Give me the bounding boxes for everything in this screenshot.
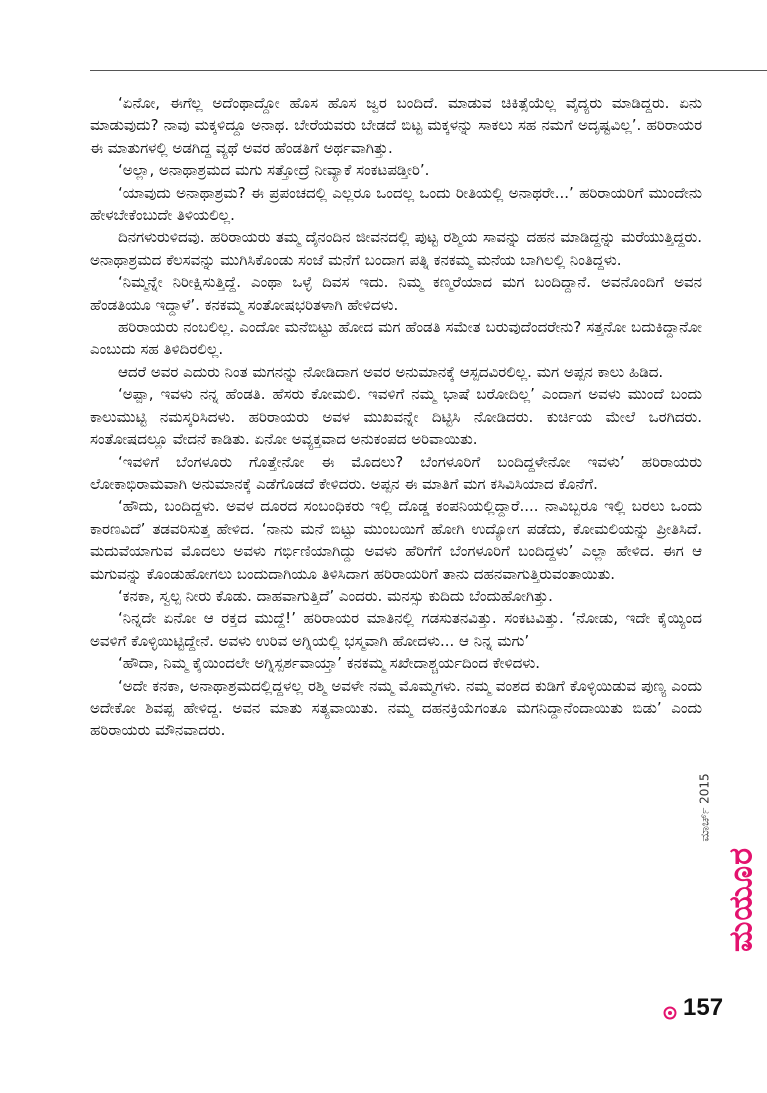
- paragraph: ‘ಕನಕಾ, ಸ್ವಲ್ಪ ನೀರು ಕೊಡು. ದಾಹವಾಗುತ್ತಿದೆ’ ಎಂದರು. ಮನಸ್ಸು ಕುದಿದು ಬೆಂದುಹೋಗಿತ್ತು.: [118, 586, 553, 605]
- paragraph: ‘ನಿನ್ನದೇ ಏನೋ ಆ ರಕ್ತದ ಮುದ್ದೆ!’ ಹರಿರಾಯರ ಮಾತಿನಲ್ಲಿ ಗಡಸುತನವಿತ್ತು. ಸಂಕಟವಿತ್ತು. ‘ನೋಡು, ಇದೇ ಕೈಯ್ಯಿಂದ ಅವಳಿಗೆ ಕೊಳ್ಳಿಯಿಟ್ಟಿದ್ದೇನೆ. ಅವಳು ಉರಿವ ಅಗ್ನಿಯಲ್ಲಿ ಭಸ್ಮವಾಗಿ ಹೋದಳು... ಆ ನಿನ್ನ ಮಗು’: [90, 609, 702, 650]
- paragraph: ‘ಅಲ್ಲಾ, ಅನಾಥಾಶ್ರಮದ ಮಗು ಸತ್ತೋದ್ರೆ ನೀವ್ಯಾಕೆ ಸಂಕಟಪಡ್ತೀರಿ’.: [118, 161, 430, 180]
- paragraph: ‘ಇವಳಿಗೆ ಬೆಂಗಳೂರು ಗೊತ್ತೇನೋ ಈ ಮೊದಲು? ಬೆಂಗಳೂರಿಗೆ ಬಂದಿದ್ದಳೇನೋ ಇವಳು’ ಹರಿರಾಯರು ಲೋಕಾಭಿರಾಮವಾಗಿ ಅನುಮಾನಕ್ಕೆ ಎಡೆಗೊಡದೆ ಕೇಳಿದರು. ಅಪ್ಪನ ಈ ಮಾತಿಗೆ ಮಗ ಕಸಿವಿಸಿಯಾದ ಕೊನೆಗೆ.: [90, 452, 702, 493]
- paragraph: ಹರಿರಾಯರು ನಂಬಲಿಲ್ಲ. ಎಂದೋ ಮನೆಬಿಟ್ಟು ಹೋದ ಮಗ ಹೆಂಡತಿ ಸಮೇತ ಬರುವುದೆಂದರೇನು? ಸತ್ತನೋ ಬದುಕಿದ್ದಾನೋ ಎಂಬುದು ಸಹ ತಿಳಿದಿರಲಿಲ್ಲ.: [90, 318, 702, 359]
- story-body: [90, 92, 702, 742]
- magazine-logo: ಮಯೂರ: [721, 846, 760, 953]
- spiral-icon: [663, 1006, 677, 1020]
- paragraph: ‘ಅದೇ ಕನಕಾ, ಅನಾಥಾಶ್ರಮದಲ್ಲಿದ್ದಳಲ್ಲ ರಶ್ಮಿ ಅವಳೇ ನಮ್ಮ ಮೊಮ್ಮಗಳು. ನಮ್ಮ ವಂಶದ ಕುಡಿಗೆ ಕೊಳ್ಳಿಯಿಡುವ ಪುಣ್ಯ ಎಂದು ಅದೇಕೋ ಶಿವಪ್ಪ ಹೇಳಿದ್ದ. ಅವನ ಮಾತು ಸತ್ಯವಾಯಿತು. ನಮ್ಮ ದಹನಕ್ರಿಯೆಗಂತೂ ಮಗನಿದ್ದಾನೆಂದಾಯಿತು ಬಿಡು’ ಎಂದು ಹರಿರಾಯರು ಮೌನವಾದರು.: [90, 676, 702, 740]
- page-number: 157: [683, 994, 724, 1021]
- issue-date: ಮಾರ್ಚ್ 2015: [697, 773, 712, 842]
- paragraph: ‘ಏನೋ, ಈಗೆಲ್ಲ ಅದೆಂಥಾದ್ದೋ ಹೊಸ ಹೊಸ ಜ್ವರ ಬಂದಿದೆ. ಮಾಡುವ ಚಿಕಿತ್ಸೆಯೆಲ್ಲ ವೈದ್ಯರು ಮಾಡಿದ್ದರು. ಏನು ಮಾಡುವುದು? ನಾವು ಮಕ್ಕಳಿದ್ದೂ ಅನಾಥ. ಬೇರೆಯವರು ಬೇಡದೆ ಬಿಟ್ಟ ಮಕ್ಕಳನ್ನು ಸಾಕಲು ಸಹ ನಮಗೆ ಅದೃಷ್ಟವಿಲ್ಲ’. ಹರಿರಾಯರ ಈ ಮಾತುಗಳಲ್ಲಿ ಅಡಗಿದ್ದ ವ್ಯಥೆ ಅವರ ಹೆಂಡತಿಗೆ ಅರ್ಥವಾಗಿತ್ತು.: [90, 94, 702, 157]
- paragraph: ‘ಹೌದಾ, ನಿಮ್ಮ ಕೈಯಿಂದಲೇ ಅಗ್ನಿಸ್ಪರ್ಶವಾಯ್ತಾ’ ಕನಕಮ್ಮ ಸಖೇದಾಶ್ಚರ್ಯದಿಂದ ಕೇಳಿದಳು.: [118, 654, 540, 673]
- paragraph: ದಿನಗಳುರುಳಿದವು. ಹರಿರಾಯರು ತಮ್ಮ ದೈನಂದಿನ ಜೀವನದಲ್ಲಿ ಪುಟ್ಟ ರಶ್ಮಿಯ ಸಾವನ್ನು ದಹನ ಮಾಡಿದ್ದನ್ನು ಮರೆಯುತ್ತಿದ್ದರು. ಅನಾಥಾಶ್ರಮದ ಕೆಲಸವನ್ನು ಮುಗಿಸಿಕೊಂಡು ಸಂಜೆ ಮನೆಗೆ ಬಂದಾಗ ಪತ್ನಿ ಕನಕಮ್ಮ ಮನೆಯ ಬಾಗಿಲಲ್ಲಿ ನಿಂತಿದ್ದಳು.: [90, 228, 702, 269]
- paragraph: ಆದರೆ ಅವರ ಎದುರು ನಿಂತ ಮಗನನ್ನು ನೋಡಿದಾಗ ಅವರ ಅನುಮಾನಕ್ಕೆ ಆಸ್ಪದವಿರಲಿಲ್ಲ. ಮಗ ಅಪ್ಪನ ಕಾಲು ಹಿಡಿದ.: [118, 362, 664, 381]
- paragraph: ‘ಯಾವುದು ಅನಾಥಾಶ್ರಮ? ಈ ಪ್ರಪಂಚದಲ್ಲಿ ಎಲ್ಲರೂ ಒಂದಲ್ಲ ಒಂದು ರೀತಿಯಲ್ಲಿ ಅನಾಥರೇ...’ ಹರಿರಾಯರಿಗೆ ಮುಂದೇನು ಹೇಳಬೇಕೆಂಬುದೇ ತಿಳಿಯಲಿಲ್ಲ.: [90, 183, 702, 225]
- paragraph: ‘ಹೌದು, ಬಂದಿದ್ದಳು. ಅವಳ ದೂರದ ಸಂಬಂಧಿಕರು ಇಲ್ಲಿ ದೊಡ್ಡ ಕಂಪನಿಯಲ್ಲಿದ್ದಾರೆ.... ನಾವಿಬ್ಬರೂ ಇಲ್ಲಿ ಬರಲು ಒಂದು ಕಾರಣವಿದೆ’ ತಡವರಿಸುತ್ತ ಹೇಳಿದ. ‘ನಾನು ಮನೆ ಬಿಟ್ಟು ಮುಂಬಯಿಗೆ ಹೋಗಿ ಉದ್ಯೋಗ ಪಡೆದು, ಕೋಮಲಿಯನ್ನು ಪ್ರೀತಿಸಿದೆ. ಮದುವೆಯಾಗುವ ಮೊದಲು ಅವಳು ಗರ್ಭಿಣಿಯಾಗಿದ್ದು ಅವಳು ಹೆರಿಗೆಗೆ ಬೆಂಗಳೂರಿಗೆ ಬಂದಿದ್ದಳು’ ಎಲ್ಲಾ ಹೇಳಿದ. ಈಗ ಆ ಮಗುವನ್ನು ಕೊಂಡುಹೋಗಲು ಬಂದುದಾಗಿಯೂ ತಿಳಿಸಿದಾಗ ಹರಿರಾಯರಿಗೆ ತಾನು ದಹನವಾಗುತ್ತಿರುವಂತಾಯಿತು.: [90, 497, 702, 583]
- top-rule: [90, 70, 767, 71]
- paragraph: ‘ಅಪ್ಪಾ, ಇವಳು ನನ್ನ ಹೆಂಡತಿ. ಹೆಸರು ಕೋಮಲಿ. ಇವಳಿಗೆ ನಮ್ಮ ಭಾಷೆ ಬರೋದಿಲ್ಲ’ ಎಂದಾಗ ಅವಳು ಮುಂದೆ ಬಂದು ಕಾಲುಮುಟ್ಟಿ ನಮಸ್ಕರಿಸಿದಳು. ಹರಿರಾಯರು ಅವಳ ಮುಖವನ್ನೇ ದಿಟ್ಟಿಸಿ ನೋಡಿದರು. ಕುರ್ಚಿಯ ಮೇಲೆ ಒರಗಿದರು. ಸಂತೋಷದಲ್ಲೂ ವೇದನೆ ಕಾಡಿತು. ಏನೋ ಅವ್ಯಕ್ತವಾದ ಅನುಕಂಪದ ಅರಿವಾಯಿತು.: [90, 385, 702, 449]
- paragraph: ‘ನಿಮ್ಮನ್ನೇ ನಿರೀಕ್ಷಿಸುತ್ತಿದ್ದೆ. ಎಂಥಾ ಒಳ್ಳೆ ದಿವಸ ಇದು. ನಿಮ್ಮ ಕಣ್ಮರೆಯಾದ ಮಗ ಬಂದಿದ್ದಾನೆ. ಅವನೊಂದಿಗೆ ಅವನ ಹೆಂಡತಿಯೂ ಇದ್ದಾಳೆ’. ಕನಕಮ್ಮ ಸಂತೋಷಭರಿತಳಾಗಿ ಹೇಳಿದಳು.: [90, 273, 702, 314]
